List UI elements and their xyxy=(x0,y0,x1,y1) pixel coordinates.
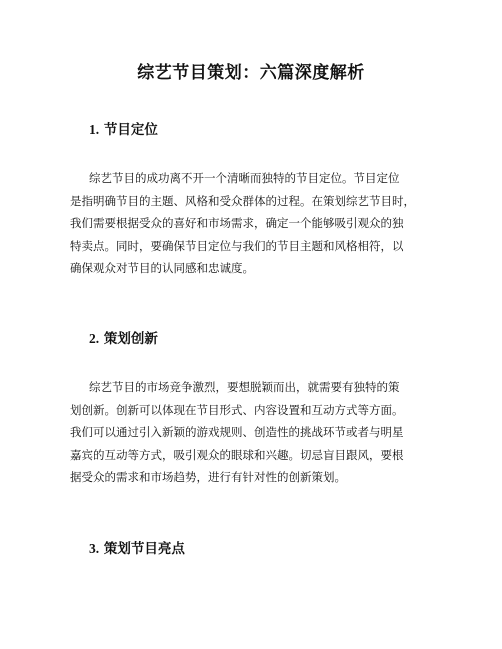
section-heading-2 xyxy=(89,330,158,348)
paragraph-line: 综艺节目的市场竞争激烈，要想脱颖而出，就需要有独特的策 xyxy=(89,380,400,394)
paragraph-line: 我们可以通过引入新颖的游戏规则、创造性的挑战环节或者与明星 xyxy=(70,425,404,439)
paragraph-line: 据受众的需求和市场趋势，进行有针对性的创新策划。 xyxy=(70,470,346,484)
section-number: 2. xyxy=(89,331,100,346)
section-heading-3 xyxy=(89,540,185,558)
section-heading-1 xyxy=(89,121,158,139)
paragraph-line: 是指明确节目的主题、风格和受众群体的过程。在策划综艺节目时， xyxy=(70,193,415,208)
section-title: 策划创新 xyxy=(103,331,158,347)
section-number: 3. xyxy=(89,541,100,556)
paragraph-line: 我们需要根据受众的喜好和市场需求，确定一个能够吸引观众的独 xyxy=(70,216,404,230)
section-title: 策划节目亮点 xyxy=(103,541,185,557)
section-1-paragraph xyxy=(70,167,451,280)
paragraph-line: 划创新。创新可以体现在节目形式、内容设置和互动方式等方面。 xyxy=(70,402,404,417)
section-number: 1. xyxy=(89,122,100,137)
paragraph-line: 综艺节目的成功离不开一个清晰而独特的节目定位。节目定位 xyxy=(89,171,400,185)
document-title: 综艺节目策划：六篇深度解析 xyxy=(137,63,365,83)
paragraph-line: 嘉宾的互动等方式，吸引观众的眼球和兴趣。切忌盲目跟风，要根 xyxy=(70,447,404,462)
paragraph-line: 特卖点。同时，要确保节目定位与我们的节目主题和风格相符，以 xyxy=(70,238,404,253)
paragraph-line: 确保观众对节目的认同感和忠诚度。 xyxy=(70,261,254,275)
section-title: 节目定位 xyxy=(103,122,158,138)
section-2-paragraph xyxy=(70,376,451,489)
